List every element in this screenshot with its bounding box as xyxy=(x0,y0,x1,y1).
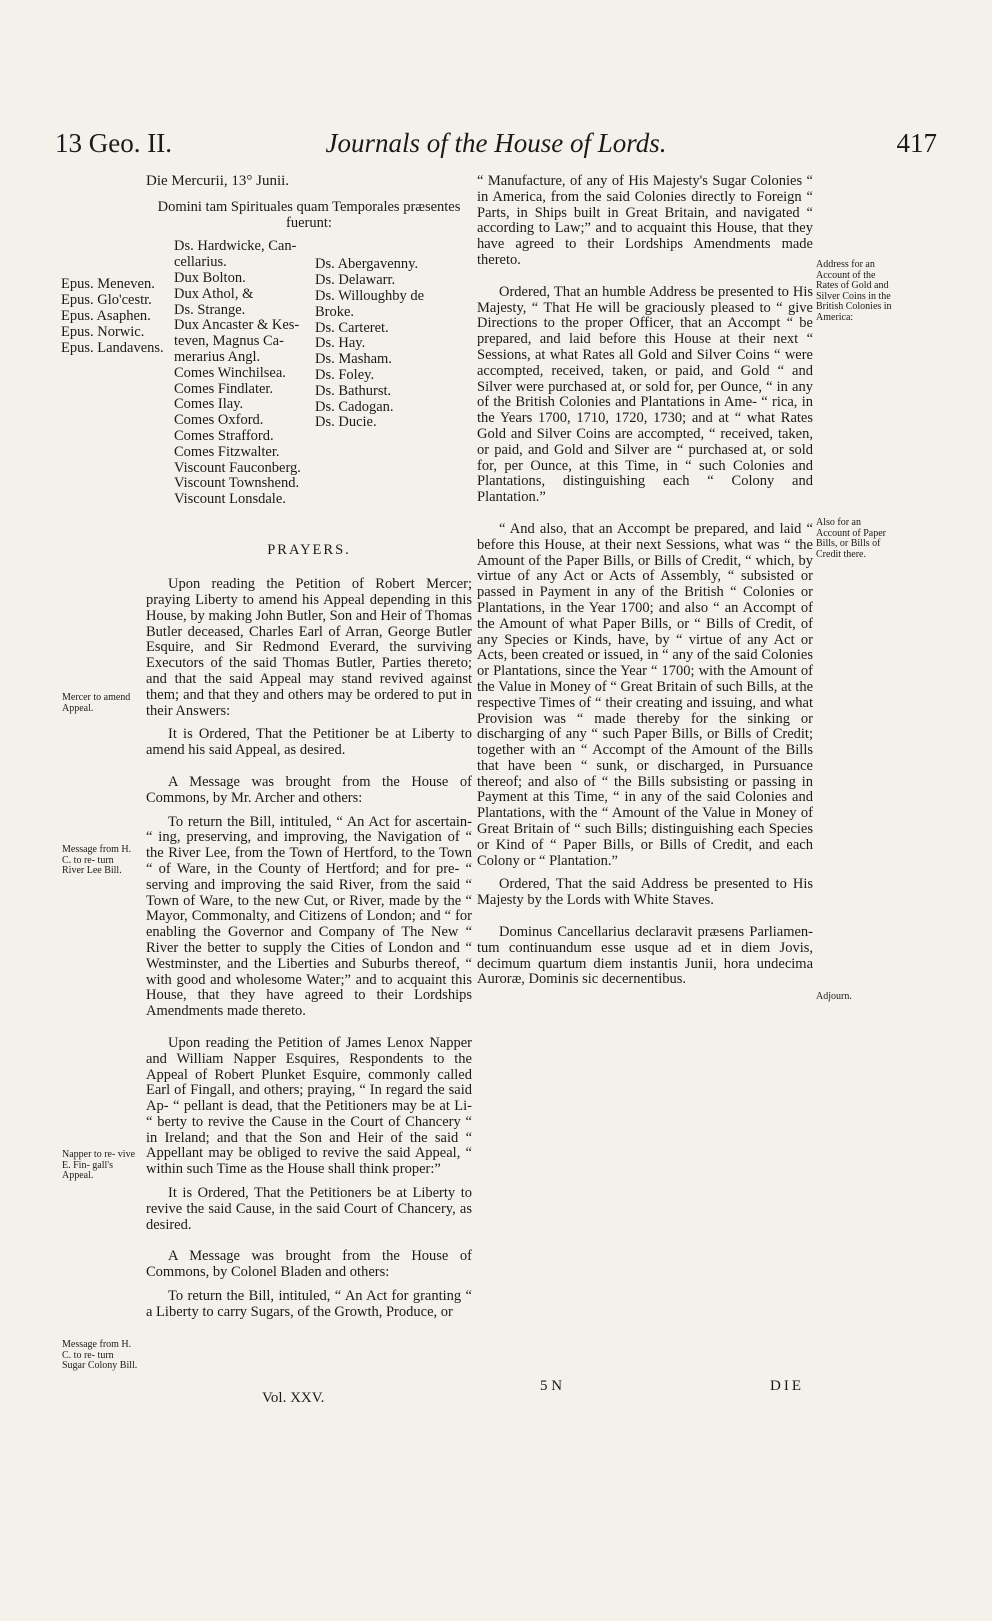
roster-entry: Ds. Strange. xyxy=(174,301,246,318)
lee-message: A Message was brought from the House of Commons, by Mr. Archer and others: xyxy=(146,773,472,806)
attendance-roster xyxy=(61,239,472,539)
sugar-bill-return: To return the Bill, intituled, “ An Act for granting “ a Liberty to carry Sugars, of the Growth, Produce, or xyxy=(146,1288,472,1320)
roster-entry: Epus. Landavens. xyxy=(61,339,164,356)
roster-entry: Comes Winchilsea. xyxy=(174,364,286,381)
footer-volume: Vol. XXV. xyxy=(262,1390,325,1406)
roster-entry: Ds. Ducie. xyxy=(315,414,377,431)
roster-entry: Epus. Asaphen. xyxy=(61,307,151,324)
roster-entry: Epus. Glo'cestr. xyxy=(61,292,152,309)
roster-entry: Broke. xyxy=(315,303,355,320)
margin-note-adjourn: Adjourn. xyxy=(816,991,852,1002)
address-paper-bills: “ And also, that an Accompt be prepared, and laid “ before this House, at their next Sessions, what was “ the Amount of the Paper Bills, or Bills of Credit, “ which, by virtue of any Act or Acts of Assembly, “ subsisted or passed in Payment in any of the British “ Colonies or Plantations, in the Year 1700; and also “ an Accompt of the Amount of what Paper Bills, or “ Bills of Credit, of any Species or Kinds, have, by “ virtue of any Act or Acts, been created or issued, in “ any of the said Colonies or Plantations, since the Year “ 1700; with the Amount of the Value in Money of “ Great Britain of such Bills, at the respective Times of “ their creating and issuing, and what Provision was “ made thereby for the sinking or discharging of any “ such Paper Bills, or Bills of Credit; together with an “ Accompt of the Amount of the Bills that have been “ sunk, or discharged, in Pursuance thereof; and also of “ the Bills subsisting or passing in Payment at this Time, “ in any of the said Colonies and Plantations, with the “ Amount of the Value in Money of Great Britain of “ such Bills; distinguishing each Species or Kind of “ Paper Bills, or Bills of Credit, and each Colony or “ Plantation.” xyxy=(477,520,813,869)
napper-order: It is Ordered, That the Petitioners be at Liberty to revive the said Cause, in the said Court of Chancery, as desired. xyxy=(146,1185,472,1233)
roster-entry: Ds. Hay. xyxy=(315,335,366,352)
margin-note-sugar: Message from H. C. to re- turn Sugar Colony Bill. xyxy=(62,1339,138,1371)
napper-petition: Upon reading the Petition of James Lenox Napper and William Napper Esquires, Respondents to the Appeal of Robert Plunket Esquire, commonly called Earl of Fingall, and others; praying, “ In regard the said Ap- “ pellant is dead, that the Petitioners may be at Li- “ berty to revive the Cause in the Court of Chancery “ in Ireland; and that the Son and Heir of the said “ Appellant may be obliged to revive the said Appeal, “ within such Time as the House shall think proper:” xyxy=(146,1034,472,1178)
roster-bishops xyxy=(61,277,171,356)
roster-entry: Ds. Cadogan. xyxy=(315,398,394,415)
roster-entry: merarius Angl. xyxy=(174,348,261,365)
roster-entry: teven, Magnus Ca- xyxy=(174,333,284,350)
roster-entry: Ds. Bathurst. xyxy=(315,382,392,399)
roster-entry: Dux Bolton. xyxy=(174,269,246,286)
roster-entry: Ds. Abergavenny. xyxy=(315,256,419,273)
die-heading: Die Mercurii, 13° Junii. xyxy=(146,173,290,189)
roster-entry: Ds. Hardwicke, Can- xyxy=(174,238,297,255)
roster-peers xyxy=(174,239,314,508)
roster-entry: Ds. Carteret. xyxy=(315,319,389,336)
roster-entry: Viscount Townshend. xyxy=(174,475,300,492)
header-title: Journals of the House of Lords. xyxy=(325,128,667,158)
roster-entry: Comes Strafford. xyxy=(174,427,274,444)
header-regnal-year: 13 Geo. II. xyxy=(55,128,172,158)
lee-bill-return: To return the Bill, intituled, “ An Act for ascertain- “ ing, preserving, and improving, the Navigation of “ the River Lee, from the Town of Hertford, to the Town “ of Ware, in the County of Hertford; and for pre- “ serving and improving the said River, from the said “ Town of Ware, to the new Cut, or River, made by the “ Mayor, Commonalty, and Citizens of London; and “ for enabling the Governor and Company of The New “ River the better to supply the Cities of London and “ Westminster, and the Liberties and Suburbs thereof, “ with good and wholesome Water;” and to acquaint this House, that they have agreed to their Lordships Amendments made thereto. xyxy=(146,813,472,1020)
margin-note-napper: Napper to re- vive E. Fin- gall's Appeal. xyxy=(62,1149,136,1181)
adjournment: Dominus Cancellarius declaravit præsens Parliamen- tum continuandum esse usque ad et in diem Jovis, decimum quartum diem instantis Junii, hora undecima Auroræ, Dominis sic decernentibus. xyxy=(477,924,813,988)
header-page-number: 417 xyxy=(896,128,937,158)
roster-entry: Viscount Fauconberg. xyxy=(174,459,301,476)
roster-entry: Comes Oxford. xyxy=(174,412,264,429)
domini-heading: Domini tam Spirituales quam Temporales præsentes fuerunt: xyxy=(157,198,461,231)
roster-entry: Ds. Masham. xyxy=(315,351,392,368)
roster-barons xyxy=(315,257,440,431)
roster-entry: Epus. Meneven. xyxy=(61,276,155,293)
address-gold-silver: Ordered, That an humble Address be presented to His Majesty, “ That He will be graciously pleased to “ give Directions to the proper Officer, that an Accompt “ be prepared, and laid before this House at their next “ Sessions, at what Rates all Gold and Silver Coins “ were accompted, received, taken, or paid, and Gold “ and Silver were purchased at, or sold for, per Ounce, “ in any of the British Colonies and Plantations in Ame- “ rica, in the Years 1700, 1710, 1720, 1730; and at “ what Rates Gold and Silver Coins are accompted, “ received, taken, or paid, and Gold and Silver are “ purchased at, or sold for, per Ounce, at this Time, in “ such Colonies and Plantations, distinguishing each “ Colony and Plantation.” xyxy=(477,283,813,506)
roster-entry: Dux Athol, & xyxy=(174,285,254,302)
margin-note-address: Address for an Account of the Rates of Gold and Silver Coins in the British Colonies in America: xyxy=(816,259,892,323)
roster-entry: Epus. Norwic. xyxy=(61,323,145,340)
sugar-bill-continued: “ Manufacture, of any of His Majesty's Sugar Colonies “ in America, from the said Colonies directly to Foreign “ Parts, in Ships built in Great Britain, and navigated “ according to Law;” and to acquaint this House, that they have agreed to their Lordships Amendments made thereto. xyxy=(477,173,813,268)
roster-entry: Comes Fitzwalter. xyxy=(174,443,280,460)
roster-entry: Ds. Delawarr. xyxy=(315,272,396,289)
roster-entry: Ds. Willoughby de xyxy=(315,287,425,304)
roster-entry: Comes Ilay. xyxy=(174,396,244,413)
roster-entry: cellarius. xyxy=(174,254,227,271)
footer-catchword: DIE xyxy=(770,1378,804,1394)
margin-note-lee: Message from H. C. to re- turn River Lee Bill. xyxy=(62,844,132,876)
roster-entry: Viscount Lonsdale. xyxy=(174,491,286,508)
sugar-message: A Message was brought from the House of Commons, by Colonel Bladen and others: xyxy=(146,1248,472,1281)
right-column xyxy=(477,174,813,996)
prayers-heading: PRAYERS. xyxy=(267,542,351,559)
roster-entry: Ds. Foley. xyxy=(315,366,375,383)
margin-note-paper: Also for an Account of Paper Bills, or Bills of Credit there. xyxy=(816,517,886,560)
roster-entry: Comes Findlater. xyxy=(174,380,274,397)
margin-note-mercer: Mercer to amend Appeal. xyxy=(62,692,131,714)
footer-signature: 5 N xyxy=(540,1378,563,1394)
roster-entry: Dux Ancaster & Kes- xyxy=(174,317,300,334)
mercer-order: It is Ordered, That the Petitioner be at Liberty to amend his said Appeal, as desired. xyxy=(146,726,472,759)
address-presentation-order: Ordered, That the said Address be presented to His Majesty by the Lords with White Staves. xyxy=(477,876,813,909)
mercer-petition: Upon reading the Petition of Robert Mercer; praying Liberty to amend his Appeal depending in this House, by making John Butler, Son and Heir of Thomas Butler deceased, Charles Earl of Arran, George Butler Esquire, and Sir Redmond Everard, the surviving Executors of the said Thomas Butler, Parties thereto; and that the said Appeal may stand revived against them; and that they and others may be ordered to put in their Answers: xyxy=(146,576,472,719)
